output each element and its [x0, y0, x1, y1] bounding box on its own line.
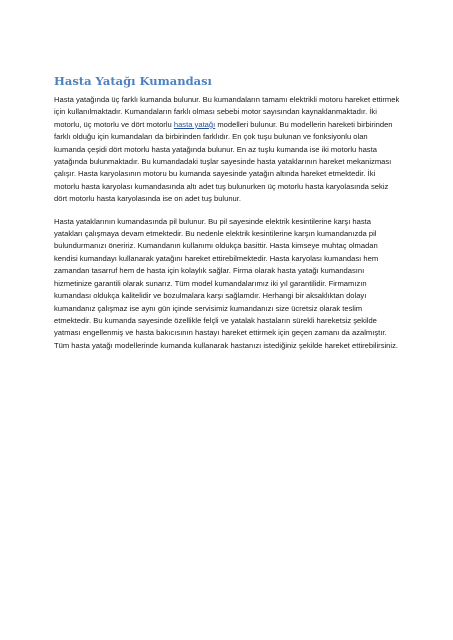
hasta-yatagi-link[interactable]: hasta yatağı — [173, 119, 216, 129]
document-title: Hasta Yatağı Kumandası — [54, 74, 212, 88]
paragraph-1-text-end: modelleri bulunur. Bu modellerin hareketi birbirinden farklı olduğu için kumandaları da birbirinden farklıdır. En çok tuşu bulunan ve fonksiyonlu olan kumanda çeşidi dört motorlu hasta yatağında bulunur. En az tuşlu kumanda ise iki motorlu hasta yatağında bulunmaktadır. Bu kumandadaki tuşlar sayesinde hasta yataklarının hareket mekanizması çalışır. Hasta karyolasının motoru bu kumanda sayesinde yatağın altında hareket etmektedir. İki motorlu hasta karyolası kumandasında altı adet tuş bulunurken üç motorlu hasta karyolasında sekiz dört motorlu hasta karyolasında ise on adet tuş bulunur. — [54, 119, 393, 204]
document-page — [54, 74, 400, 362]
paragraph-1 — [54, 94, 400, 206]
paragraph-1-text-start: Hasta yatağında üç farklı kumanda bulunur. Bu kumandaların tamamı elektrikli motoru hareket ettirmek için kullanılmaktadır. Kumandaların farklı olması sebebi motor sayısından kaynaklanmaktadır. İki motorlu, üç motorlu ve dört motorlu — [54, 95, 400, 129]
paragraph-2: Hasta yataklarının kumandasında pil bulunur. Bu pil sayesinde elektrik kesintilerine karşı hasta yatakları çalışmaya devam etmektedir. Bu nedenle elektrik kesintilerine karşın kumandanızda pil bulundurmanızı öneririz. Kumandanın kullanımı oldukça basittir. Hasta kimseye muhtaç olmadan kendisi kumandayı kullanarak yatağını hareket ettirebilmektedir. Hasta karyolası kumandası hem zamandan tasarruf hem de hasta için kolaylık sağlar. Firma olarak hasta yatağı kumandasını hizmetinize garantili olarak sunarız. Tüm model kumandalarımız iki yıl garantilidir. Firmamızın kumandası oldukça kalitelidir ve bozulmalara karşı sağlamdır. Herhangi bir aksaklıktan dolayı kumandanız çalışmaz ise aynı gün içinde servisimiz kumandanızı size ücretsiz olarak teslim etmektedir. Bu kumanda sayesinde özellikle felçli ve yatalak hastaların sürekli hareketsiz şekilde yatması engellenmiş ve hasta bakıcısının hastayı hareket ettirmek için geçen zamanı da azalmıştır. Tüm hasta yatağı modellerinde kumanda kullanarak hastanızı istediğiniz şekilde hareket ettirebilirsiniz. — [54, 216, 399, 350]
